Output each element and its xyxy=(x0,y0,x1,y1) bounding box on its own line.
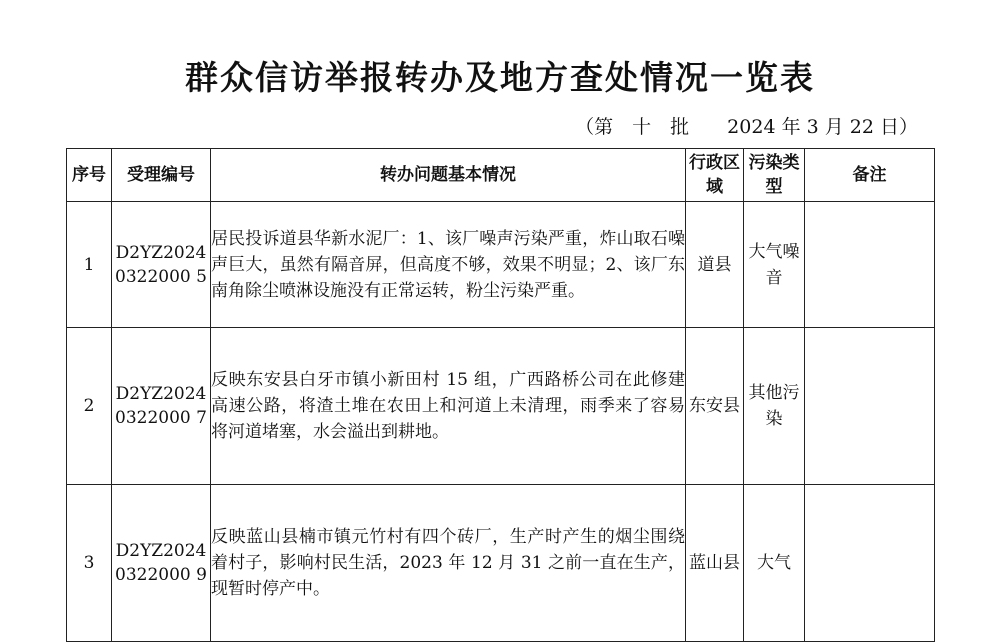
cell-id: D2YZ20240322000 7 xyxy=(112,328,211,485)
table-header-row xyxy=(67,149,935,202)
cell-desc: 居民投诉道县华新水泥厂：1、该厂噪声污染严重，炸山取石噪声巨大，虽然有隔音屏，但高度不够，效果不明显；2、该厂东南角除尘喷淋设施没有正常运转，粉尘污染严重。 xyxy=(211,202,686,328)
cell-id: D2YZ20240322000 9 xyxy=(112,485,211,642)
page-title: 群众信访举报转办及地方查处情况一览表 xyxy=(185,58,815,97)
header-type: 污染类型 xyxy=(744,149,805,202)
cell-note xyxy=(805,328,935,485)
cell-no: 3 xyxy=(67,485,112,642)
cell-type: 其他污染 xyxy=(744,328,805,485)
cell-area: 东安县 xyxy=(686,328,744,485)
cell-area: 道县 xyxy=(686,202,744,328)
header-id: 受理编号 xyxy=(112,149,211,202)
header-note: 备注 xyxy=(805,149,935,202)
cell-no: 1 xyxy=(67,202,112,328)
complaint-table xyxy=(66,148,935,642)
header-area: 行政区域 xyxy=(686,149,744,202)
cell-no: 2 xyxy=(67,328,112,485)
cell-note xyxy=(805,202,935,328)
table-row xyxy=(67,328,935,485)
batch-date-line: （第 十 批 2024 年 3 月 22 日） xyxy=(575,116,918,138)
header-desc: 转办问题基本情况 xyxy=(211,149,686,202)
table-row xyxy=(67,485,935,642)
table-row xyxy=(67,202,935,328)
cell-id: D2YZ20240322000 5 xyxy=(112,202,211,328)
cell-desc: 反映蓝山县楠市镇元竹村有四个砖厂，生产时产生的烟尘围绕着村子，影响村民生活，2023 年 12 月 31 之前一直在生产，现暂时停产中。 xyxy=(211,485,686,642)
cell-type: 大气噪音 xyxy=(744,202,805,328)
cell-desc: 反映东安县白牙市镇小新田村 15 组，广西路桥公司在此修建高速公路，将渣土堆在农田上和河道上未清理，雨季来了容易将河道堵塞，水会溢出到耕地。 xyxy=(211,328,686,485)
cell-type: 大气 xyxy=(744,485,805,642)
cell-note xyxy=(805,485,935,642)
cell-area: 蓝山县 xyxy=(686,485,744,642)
header-no: 序号 xyxy=(67,149,112,202)
